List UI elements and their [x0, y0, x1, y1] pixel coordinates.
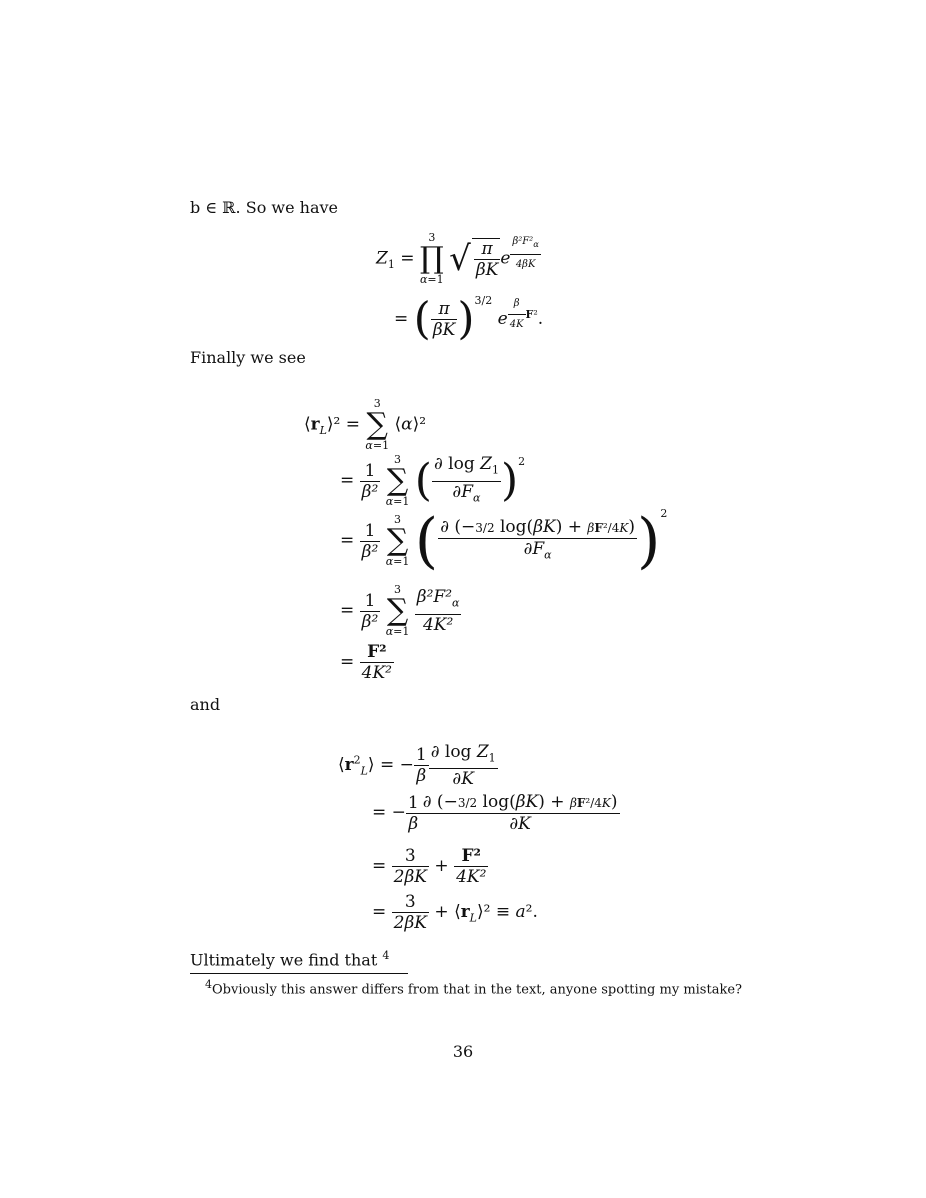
paragraph-and-text: and: [190, 695, 221, 714]
equation-rl-squared: $⟨r_L⟩^2$ = 3 ∑ α=1 ⟨α⟩² = $\frac{1}{\text{β²}}$ 3 ∑ α=1 ( $\frac{\partial \log Z_1}{\partial F_\alpha}$ )$^2$ = $\frac{1}{\text{β²}}$ 3 ∑ α=1 ( $\frac{\text{∂ (−3/2 log(βK) + βF²/4K)}}{\partial F_\alpha}$ )$^2$ = $\frac{1}{\text{β²}}$ 3 ∑ α=1 $\frac{\beta^2F^2_\alpha}{\text{4K²}}$ = $\frac{\text{F²}}{\text{4K²}}$: [304, 397, 668, 683]
page-number: 36: [452, 1042, 474, 1061]
footnote-marker: 4: [382, 949, 390, 962]
paragraph-finally-text: Finally we see: [190, 348, 306, 367]
paragraph-and: [190, 695, 220, 715]
footnote: [205, 978, 742, 997]
paragraph-intro-text: b ∈ ℝ. So we have: [190, 198, 339, 217]
paragraph-finally: [190, 348, 306, 368]
paragraph-ultimately-text: Ultimately we find that: [190, 950, 378, 970]
equation-z1: $Z_1$ = 3 ∏ α=1 √ $\frac{\pi}{\beta K}$ e $^{\frac{\beta^2F^2_\alpha}{4\beta K}}$ = ( $\frac{\pi}{\beta K}$ )$^{3/2}$ e $^{\frac{\beta}{4K} F^2}$.: [376, 231, 544, 345]
footnote-number: 4: [205, 978, 212, 991]
equation-rl2-mean: $⟨r^2_L⟩$ = − $\frac{1}{\beta}$ $\frac{\partial \log Z_1}{\partial K}$ = − $\frac{1}{\beta}$ $\frac{\text{∂ (−3/2 log(βK) + βF²/4K)}}{\partial K}$ = $\frac{3}{2\beta K}$ + $\frac{\text{F²}}{\text{4K²}}$ = $\frac{3}{2\beta K}$ + $⟨r_L⟩^2 \equiv a^2$.: [338, 742, 618, 933]
paragraph-ultimately: [190, 946, 389, 970]
footnote-rule: [190, 973, 408, 974]
footnote-text: Obviously this answer differs from that in the text, anyone spotting my mistake?: [212, 982, 742, 998]
paragraph-intro: [190, 198, 338, 218]
